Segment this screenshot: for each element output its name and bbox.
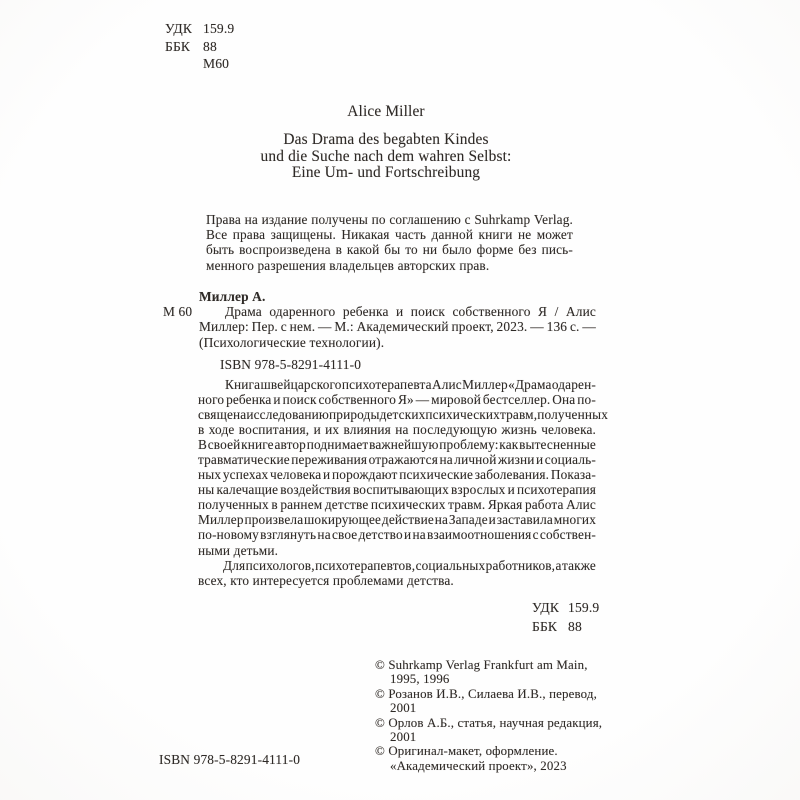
text-line: ных успехах человека и порождают психические заболевания. Показа- [198, 467, 596, 483]
udk-label-bottom: УДК [532, 600, 560, 615]
author-sign-row [165, 55, 234, 73]
original-author-name: Alice Miller [347, 103, 425, 120]
text-line: © Suhrkamp Verlag Frankfurt am Main, [375, 658, 588, 672]
isbn-line: ISBN 978-5-8291-4111-0 [220, 356, 362, 372]
text-line: в ходе воспитания, и их влияния на последующую жизнь человека. [198, 422, 596, 438]
author-sign-label [165, 55, 203, 73]
text-line: © Розанов И.В., Силаева И.В., перевод, [375, 686, 597, 701]
bib-margin-code: М 60 [163, 304, 193, 320]
text-line: «Академический проект», 2023 [390, 758, 567, 773]
udk-row-bottom [532, 598, 599, 617]
author-sign-value: М60 [203, 56, 230, 71]
text-line: 2001 [390, 730, 417, 745]
annotation-block [198, 377, 608, 588]
bbk-row-bottom [532, 617, 599, 636]
text-line: Миллер: Пер. с нем. — М.: Академический проект, 2023. — 136 с. — [199, 319, 596, 335]
text-line: (Психологические технологии). [199, 334, 385, 350]
text-line: Права на издание получены по соглашению с Suhrkamp Verlag. [206, 212, 573, 227]
text-line: © Оригинал-макет, оформление. [375, 744, 558, 759]
bbk-value: 88 [203, 38, 217, 54]
text-line: ны калечащие воздействия воспитывающих взрослых и психотерапия [198, 482, 596, 498]
text-line: полученных в раннем детстве психических травм. Яркая работа Алис [198, 497, 596, 513]
udk-label: УДК [165, 21, 193, 36]
top-classification-codes [165, 20, 234, 73]
text-line: В своей книге автор поднимает важнейшую проблему: как вытесненные [198, 437, 596, 453]
copyright-column [375, 658, 620, 773]
bib-description [199, 304, 596, 350]
text-line: быть воспроизведена в какой бы то ни было форме без пись- [206, 242, 573, 258]
bottom-classification-codes [532, 598, 599, 636]
text-line: Книга швейцарского психотерапевта Алис Миллер «Драма одарен- [225, 377, 596, 392]
original-title-block [186, 103, 586, 182]
isbn-bottom: ISBN 978-5-8291-4111-0 [159, 752, 301, 767]
original-book-title [186, 132, 586, 182]
text-line: по-новому взглянуть на свое детство и на взаимоотношения с собствен- [198, 527, 596, 543]
udk-row [165, 20, 234, 38]
text-line: ного ребенка и поиск собственного Я» — мировой бестселлер. Она по- [198, 392, 596, 408]
text-line: 1995, 1996 [390, 672, 450, 687]
text-line: Драма одаренного ребенка и поиск собственного Я / Алис [225, 304, 596, 320]
text-line: Eine Um- und Fortschreibung [291, 164, 481, 182]
copyright-editor [375, 716, 620, 745]
bib-author-heading: Миллер А. [199, 289, 266, 304]
text-line: Das Drama des begabten Kindes [283, 131, 489, 148]
text-line: священа исследованию природы детских психических травм, полученных [198, 407, 608, 423]
bbk-value-bottom: 88 [568, 619, 582, 634]
text-line: Миллер произвела шокирующее действие на Западе и заставила многих [198, 512, 596, 528]
bibliographic-entry [163, 289, 596, 372]
text-line: травматические переживания отражаются на личной жизни и социаль- [198, 452, 596, 468]
rights-notice [206, 212, 573, 273]
annotation-paragraph-1 [198, 377, 608, 558]
udk-value-bottom: 159.9 [568, 600, 600, 615]
bbk-label: ББК [165, 38, 191, 54]
bib-body [163, 304, 596, 350]
text-line: Все права защищены. Никакая часть данной книги не может [206, 227, 573, 243]
text-line: менного разрешения владельцев авторских прав. [206, 257, 490, 273]
bbk-row [165, 38, 234, 56]
text-line: © Орлов А.Б., статья, научная редакция, [375, 715, 603, 730]
copyright-publisher [375, 744, 620, 773]
text-line: ными детьми. [198, 542, 279, 558]
text-line: 2001 [390, 701, 417, 716]
text-line: Для психологов, психотерапевтов, социальных работников, а также [223, 557, 596, 573]
udk-value: 159.9 [203, 21, 235, 36]
copyright-suhrkamp [375, 658, 620, 687]
text-line: всех, кто интересуется проблемами детства. [198, 572, 454, 588]
annotation-paragraph-2 [198, 558, 596, 588]
copyright-translators [375, 687, 620, 716]
bbk-label-bottom: ББК [532, 619, 558, 634]
text-line: und die Suche nach dem wahren Selbst: [260, 147, 512, 165]
